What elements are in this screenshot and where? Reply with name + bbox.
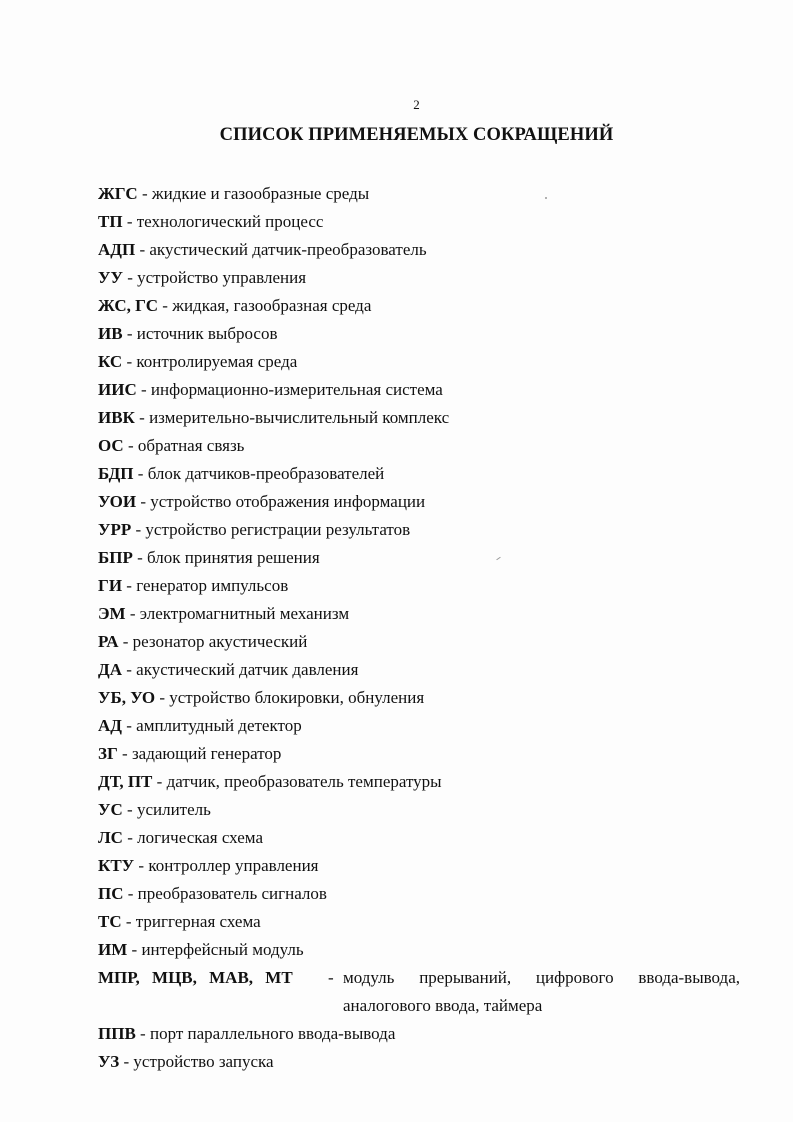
abbreviation-definition-line-1: модуль прерываний, цифрового ввода-вывода, (343, 968, 740, 987)
abbreviation-definition: порт параллельного ввода-вывода (149, 1024, 396, 1043)
abbreviation-term: БДП (98, 464, 134, 483)
abbreviation-definition: источник выбросов (136, 324, 278, 343)
separator: - (152, 772, 167, 791)
separator: - (118, 632, 133, 651)
abbreviation-term: ЗГ (98, 744, 118, 763)
abbreviation-term: ЭМ (98, 604, 126, 623)
abbreviation-definition: контроллер управления (148, 856, 319, 875)
abbreviation-definition: обратная связь (137, 436, 245, 455)
separator: - (122, 212, 137, 231)
abbreviation-definition: генератор импульсов (136, 576, 289, 595)
list-item (98, 292, 743, 320)
list-item (98, 432, 743, 460)
abbreviation-term: ОС (98, 436, 124, 455)
separator: - (123, 436, 138, 455)
page-number: 2 (413, 97, 420, 112)
abbreviation-definition: задающий генератор (131, 744, 282, 763)
list-item (98, 404, 743, 432)
abbreviation-definition: устройство отображения информации (150, 492, 426, 511)
separator: - (117, 744, 132, 763)
separator: - (328, 968, 334, 987)
list-item (98, 516, 743, 544)
abbreviation-term: ГИ (98, 576, 123, 595)
list-item (98, 376, 743, 404)
abbreviation-term: АДП (98, 240, 136, 259)
abbreviation-definition: жидкие и газообразные среды (151, 184, 370, 203)
separator: - (135, 1024, 150, 1043)
abbreviation-term: ДА (98, 660, 122, 679)
separator: - (127, 940, 142, 959)
separator: - (122, 352, 137, 371)
abbreviation-term: ИИС (98, 380, 137, 399)
separator: - (155, 688, 170, 707)
scan-speck (545, 197, 547, 199)
abbreviation-term: ЛС (98, 828, 123, 847)
abbreviation-definition: усилитель (136, 800, 211, 819)
abbreviation-term: ТС (98, 912, 122, 931)
separator: - (122, 800, 137, 819)
abbreviation-definition: акустический датчик-преобразователь (149, 240, 427, 259)
list-item (98, 656, 743, 684)
abbreviation-term: ЖГС (98, 184, 138, 203)
separator: - (122, 828, 138, 847)
abbreviation-term: ДТ, ПТ (98, 772, 153, 791)
abbreviation-term: АД (98, 716, 122, 735)
list-item (98, 600, 743, 628)
separator: - (134, 408, 150, 427)
separator: - (121, 716, 137, 735)
list-item (98, 852, 743, 880)
abbreviation-term: УС (98, 800, 123, 819)
list-item (98, 936, 743, 964)
abbreviation-term: УУ (98, 268, 123, 287)
abbreviation-definition: информационно-измерительная система (150, 380, 443, 399)
list-item (98, 180, 743, 208)
list-item (98, 320, 743, 348)
separator: - (135, 240, 150, 259)
abbreviation-definition: жидкая, газообразная среда (172, 296, 372, 315)
separator: - (122, 268, 138, 287)
abbreviation-term: ЖС, ГС (98, 296, 159, 315)
abbreviation-term: КС (98, 352, 123, 371)
abbreviation-definition: триггерная схема (135, 912, 261, 931)
list-item (98, 880, 743, 908)
abbreviation-definition: устройство регистрации результатов (145, 520, 411, 539)
abbreviation-definition: логическая схема (137, 828, 263, 847)
abbreviation-term: ПС (98, 884, 124, 903)
list-item-multiline (98, 964, 743, 1020)
list-item (98, 768, 743, 796)
separator: - (137, 184, 152, 203)
abbreviation-definition-line-2: аналогового ввода, таймера (343, 996, 543, 1015)
abbreviation-definition: датчик, преобразователь температуры (166, 772, 442, 791)
list-item (98, 908, 743, 936)
abbreviation-definition: измерительно-вычислительный комплекс (149, 408, 450, 427)
list-item (98, 236, 743, 264)
abbreviation-term: ИМ (98, 940, 128, 959)
separator: - (125, 604, 140, 623)
page-title: СПИСОК ПРИМЕНЯЕМЫХ СОКРАЩЕНИЙ (219, 125, 614, 145)
abbreviation-term: МПР, МЦВ, МАВ, МТ (98, 968, 293, 987)
abbreviation-term: УБ, УО (98, 688, 156, 707)
abbreviation-term: КТУ (98, 856, 135, 875)
separator: - (134, 856, 149, 875)
abbreviation-term: УРР (98, 520, 132, 539)
abbreviation-definition: блок принятия решения (147, 548, 320, 567)
abbreviation-definition: устройство блокировки, обнуления (169, 688, 425, 707)
list-item (98, 572, 743, 600)
abbreviation-definition: электромагнитный механизм (139, 604, 350, 623)
abbreviation-definition: технологический процесс (136, 212, 324, 231)
separator: - (119, 1052, 134, 1071)
abbreviation-term: БПР (98, 548, 133, 567)
list-item (98, 1048, 743, 1076)
abbreviation-term: ТП (98, 212, 123, 231)
separator: - (132, 548, 148, 567)
list-item (98, 684, 743, 712)
abbreviation-term: ИВК (98, 408, 135, 427)
list-item (98, 264, 743, 292)
separator: - (133, 464, 148, 483)
list-item (98, 824, 743, 852)
list-item (98, 1020, 743, 1048)
list-item (98, 488, 743, 516)
abbreviation-term: ППВ (98, 1024, 136, 1043)
separator: - (121, 660, 137, 679)
abbreviation-term: РА (98, 632, 119, 651)
abbreviation-definition: резонатор акустический (132, 632, 308, 651)
abbreviation-definition: акустический датчик давления (136, 660, 359, 679)
abbreviation-definition: контролируемая среда (136, 352, 298, 371)
separator: - (136, 492, 151, 511)
list-item (98, 460, 743, 488)
abbreviation-term: УЗ (98, 1052, 120, 1071)
separator: - (136, 380, 151, 399)
list-item (98, 796, 743, 824)
separator: - (122, 576, 137, 595)
list-item (98, 628, 743, 656)
separator: - (158, 296, 173, 315)
abbreviation-term: ИВ (98, 324, 123, 343)
separator: - (123, 884, 138, 903)
list-item (98, 208, 743, 236)
list-item (98, 740, 743, 768)
separator: - (122, 324, 137, 343)
abbreviation-definition: амплитудный детектор (136, 716, 302, 735)
abbreviation-definition: интерфейсный модуль (141, 940, 304, 959)
list-item (98, 348, 743, 376)
abbreviation-definition: устройство управления (137, 268, 307, 287)
list-item (98, 712, 743, 740)
abbreviation-list (98, 180, 743, 1076)
separator: - (121, 912, 136, 931)
list-item (98, 544, 743, 572)
separator: - (131, 520, 146, 539)
abbreviation-definition: блок датчиков-преобразователей (147, 464, 385, 483)
abbreviation-definition: преобразователь сигналов (137, 884, 327, 903)
abbreviation-definition: устройство запуска (133, 1052, 274, 1071)
abbreviation-term: УОИ (98, 492, 137, 511)
